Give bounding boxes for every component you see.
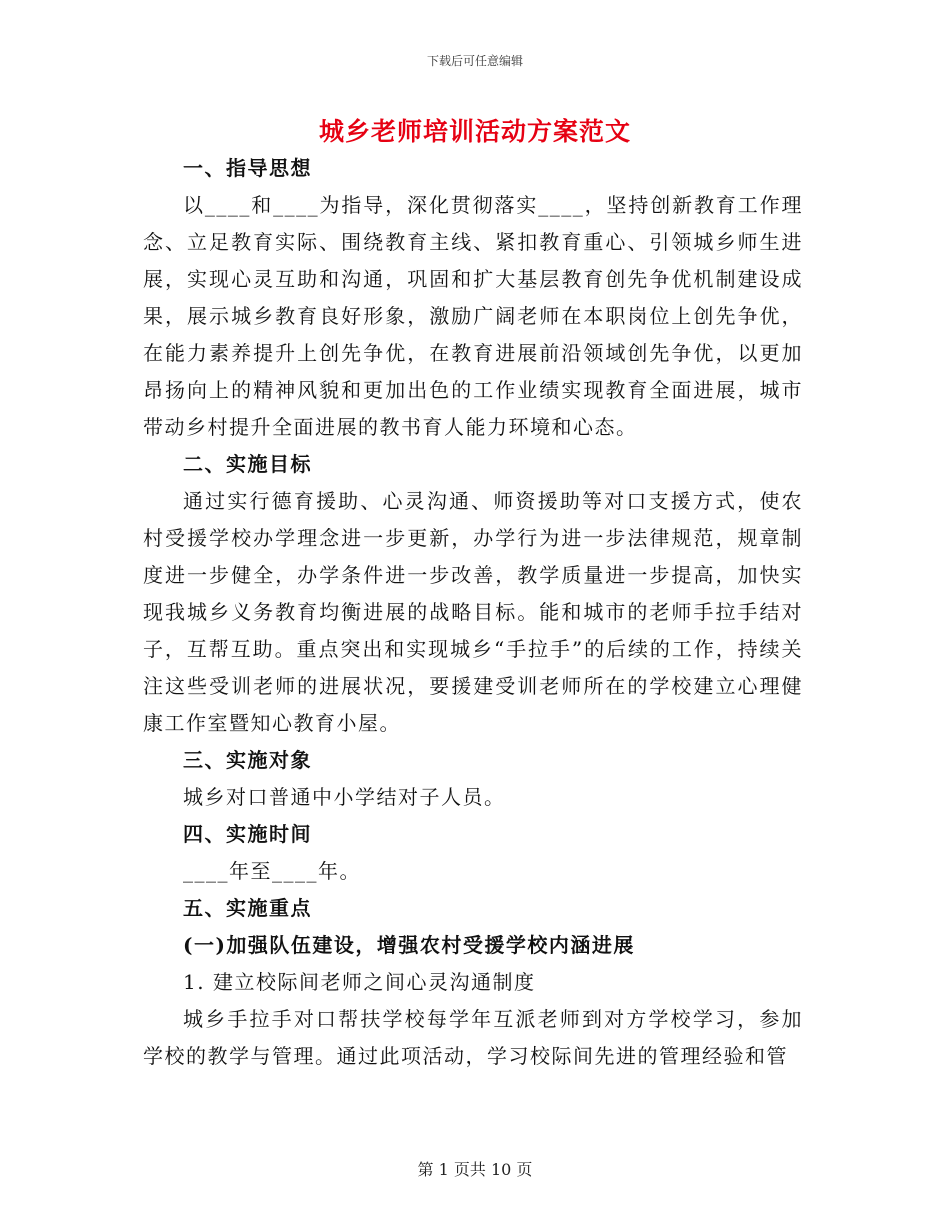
section-heading-guiding-ideology: 一、指导思想 bbox=[183, 156, 312, 180]
section-paragraph-guiding-ideology: 以____和____为指导，深化贯彻落实____，坚持创新教育工作理念、立足教育实际、围绕教育主线、紧扣教育重心、引领城乡师生进展，实现心灵互助和沟通，巩固和扩大基层教育创先争优机制建设成果，展示城乡教育良好形象，激励广阔老师在本职岗位上创先争优，在能力素养提升上创先争优，在教育进展前沿领域创先争优，以更加昂扬向上的精神风貌和更加出色的工作业绩实现教育全面进展，城市带动乡村提升全面进展的教书育人能力环境和心态。 bbox=[143, 193, 803, 439]
item-heading-communication-system: 1. 建立校际间老师之间心灵沟通制度 bbox=[183, 970, 536, 994]
section-heading-implementation-time: 四、实施时间 bbox=[183, 822, 312, 846]
sub-heading-team-building: (一)加强队伍建设，增强农村受援学校内涵进展 bbox=[183, 933, 635, 957]
download-note: 下载后可任意编辑 bbox=[426, 54, 523, 68]
section-heading-implementation-goals: 二、实施目标 bbox=[183, 452, 312, 476]
section-heading-implementation-focus: 五、实施重点 bbox=[183, 896, 312, 920]
document-body bbox=[143, 150, 803, 1075]
section-paragraph-implementation-time: ____年至____年。 bbox=[183, 859, 361, 883]
section-paragraph-implementation-focus: 城乡手拉手对口帮扶学校每学年互派老师到对方学校学习，参加学校的教学与管理。通过此项活动，学习校际间先进的管理经验和管 bbox=[143, 1007, 803, 1068]
page-number: 第 1 页共 10 页 bbox=[417, 1160, 533, 1179]
document-title: 城乡老师培训活动方案范文 bbox=[318, 117, 631, 146]
section-paragraph-implementation-goals: 通过实行德育援助、心灵沟通、师资援助等对口支援方式，使农村受援学校办学理念进一步更新，办学行为进一步法律规范，规章制度进一步健全，办学条件进一步改善，教学质量进一步提高，加快实现我城乡义务教育均衡进展的战略目标。能和城市的老师手拉手结对子，互帮互助。重点突出和实现城乡“手拉手”的后续的工作，持续关注这些受训老师的进展状况，要援建受训老师所在的学校建立心理健康工作室暨知心教育小屋。 bbox=[143, 489, 803, 735]
section-heading-implementation-targets: 三、实施对象 bbox=[183, 748, 312, 772]
section-paragraph-implementation-targets: 城乡对口普通中小学结对子人员。 bbox=[183, 785, 506, 809]
